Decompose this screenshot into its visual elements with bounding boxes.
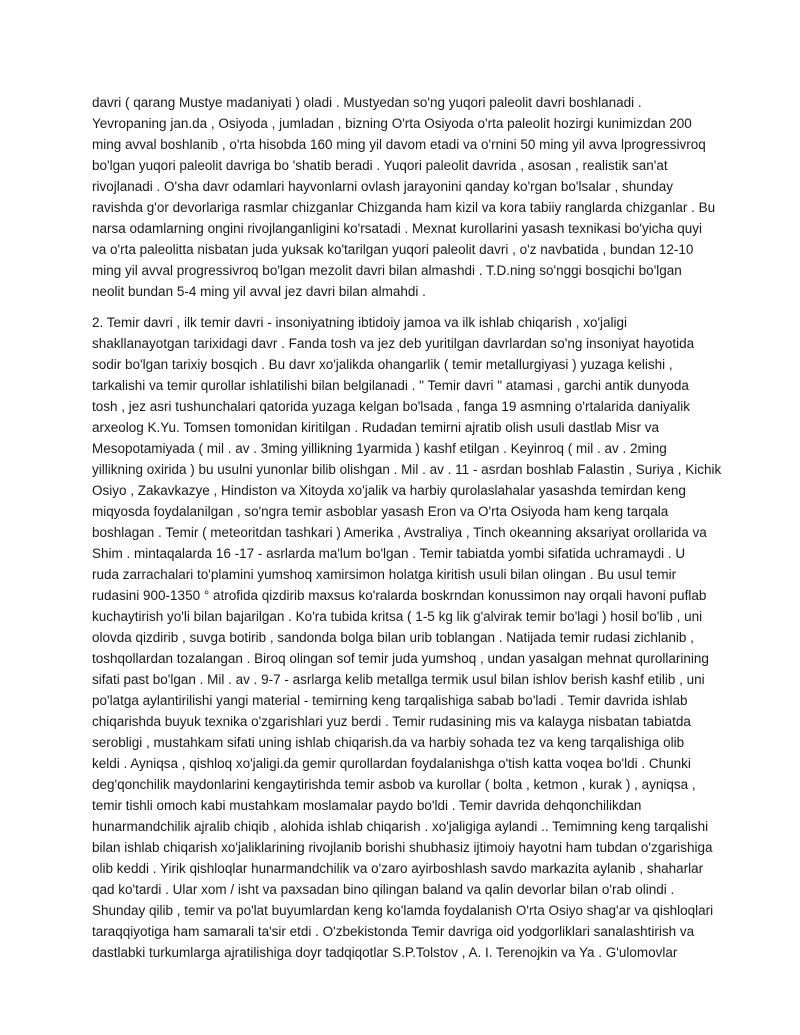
document-page (92, 92, 722, 973)
paragraph-paleolit: davri ( qarang Mustye madaniyati ) oladi . Mustyedan so'ng yuqori paleolit davri boshlanadi . Yevropaning jan.da , Osiyoda , jumladan , bizning O'rta Osiyoda o'rta paleolit hozirgi kunimizdan 200 ming avval boshlanib , o'rta hisobda 160 ming yil davom etadi va o'rnini 50 ming yil avva lprogressivroq bo'lgan yuqori paleolit davriga bo 'shatib beradi . Yuqori paleolit davrida , asosan , realistik san'at rivojlanadi . O'sha davr odamlari hayvonlarni ovlash jarayonini qanday ko'rgan bo'lsalar , shunday ravishda g'or devorlariga rasmlar chizganlar Chizganda ham kizil va kora tabiiy ranglarda chizganlar . Bu narsa odamlarning ongini rivojlanganligini ko'rsatadi . Mexnat kurollarini yasash texnikasi bo'yicha quyi va o'rta paleolitta nisbatan juda yuksak ko'tarilgan yuqori paleolit davri , o'z navbatida , bundan 12-10 ming yil avval progressivroq bo'lgan mezolit davri bilan almashdi . T.D.ning so'nggi bosqichi bo'lgan neolit bundan 5-4 ming yil avval jez davri bilan almahdi . (92, 95, 716, 299)
paragraph-temir-davri: 2. Temir davri , ilk temir davri - insoniyatning ibtidoiy jamoa va ilk ishlab chiqarish , xo'jaligi shakllanayotgan tarixidagi davr . Fanda tosh va jez deb yuritilgan davrlardan so'ng insoniyat hayotida sodir bo'lgan tarixiy bosqich . Bu davr xo'jalikda ohangarlik ( temir metallurgiyasi ) yuzaga kelishi , tarkalishi va temir qurollar ishlatilishi bilan belgilanadi . " Temir davri " atamasi , garchi antik dunyoda tosh , jez asri tushunchalari qatorida yuzaga kelgan bo'lsada , fanga 19 asmning o'rtalarida daniyalik arxeolog K.Yu. Tomsen tomonidan kiritilgan . Rudadan temirni ajratib olish usuli dastlab Misr va Mesopotamiyada ( mil . av . 3ming yillikning 1yarmida ) kashf etilgan . Keyinroq ( mil . av . 2ming yillikning oxirida ) bu usulni yunonlar bilib olishgan . Mil . av . 11 - asrdan boshlab Falastin , Suriya , Kichik Osiyo , Zakavkazye , Hindiston va Xitoyda xo'jalik va harbiy qurolaslahalar yasashda temirdan keng miqyosda foydalanilgan , so'ngra temir asboblar yasash Eron va O'rta Osiyoda ham keng tarqala boshlagan . Temir ( meteoritdan tashkari ) Amerika , Avstraliya , Tinch okeanning aksariyat orollarida va Shim . mintaqalarda 16 -17 - asrlarda ma'lum bo'lgan . Temir tabiatda yombi sifatida uchramaydi . U ruda zarrachalari to'plamini yumshoq xamirsimon holatga kiritish usuli bilan olingan . Bu usul temir rudasini 900-1350 ° atrofida qizdirib maxsus ko'ralarda boskrndan konussimon nay orqali havoni puflab kuchaytirish yo'li bilan bajarilgan . Ko'ra tubida kritsa ( 1-5 kg lik g'alvirak temir bo'lagi ) hosil bo'lib , uni olovda qizdirib , suvga botirib , sandonda bolga bilan urib toblangan . Natijada temir rudasi zichlanib , toshqollardan tozalangan . Biroq olingan sof temir juda yumshoq , undan yasalgan mehnat qurollarining sifati past bo'lgan . Mil . av . 9-7 - asrlarga kelib metallga termik usul bilan ishlov berish kashf etilib , uni po'latga aylantirilishi yangi material - temirning keng tarqalishiga sabab bo'ladi . Temir davrida ishlab chiqarishda buyuk texnika o'zgarishlari yuz berdi . Temir rudasining mis va kalayga nisbatan tabiatda serobligi , mustahkam sifati uning ishlab chiqarish.da va harbiy sohada tez va keng tarqalishiga olib keldi . Ayniqsa , qishloq xo'jaligi.da gemir qurollardan foydalanishga o'tish katta voqea bo'ldi . Chunki deg'qonchilik maydonlarini kengaytirishda temir asbob va kurollar ( bolta , ketmon , kurak ) , ayniqsa , temir tishli omoch kabi mustahkam moslamalar paydo bo'ldi . Temir davrida dehqonchilikdan hunarmandchilik ajralib chiqib , alohida ishlab chiqarish . xo'jaligiga aylandi .. Temimning keng tarqalishi bilan ishlab chiqarish xo'jaliklarining rivojlanib borishi shubhasiz ijtimoiy hayotni ham tubdan o'zgarishiga olib keddi . Yirik qishloqlar hunarmandchilik va o'zaro ayirboshlash savdo markazita aylanib , shaharlar qad ko'tardi . Ular xom / isht va paxsadan bino qilingan baland va qalin devorlar bilan o'rab olindi . Shunday qilib , temir va po'lat buyumlardan keng ko'lamda foydalanish O'rta Osiyo shag'ar va qishloqlari taraqqiyotiga ham samarali ta'sir etdi . O'zbekistonda Temir davriga oid yodgorliklari sanalashtirish va dastlabki turkumlarga ajratilishiga doyr tadqiqotlar S.P.Tolstov , A. I. Terenojkin va Ya . G'ulomovlar (92, 315, 722, 960)
